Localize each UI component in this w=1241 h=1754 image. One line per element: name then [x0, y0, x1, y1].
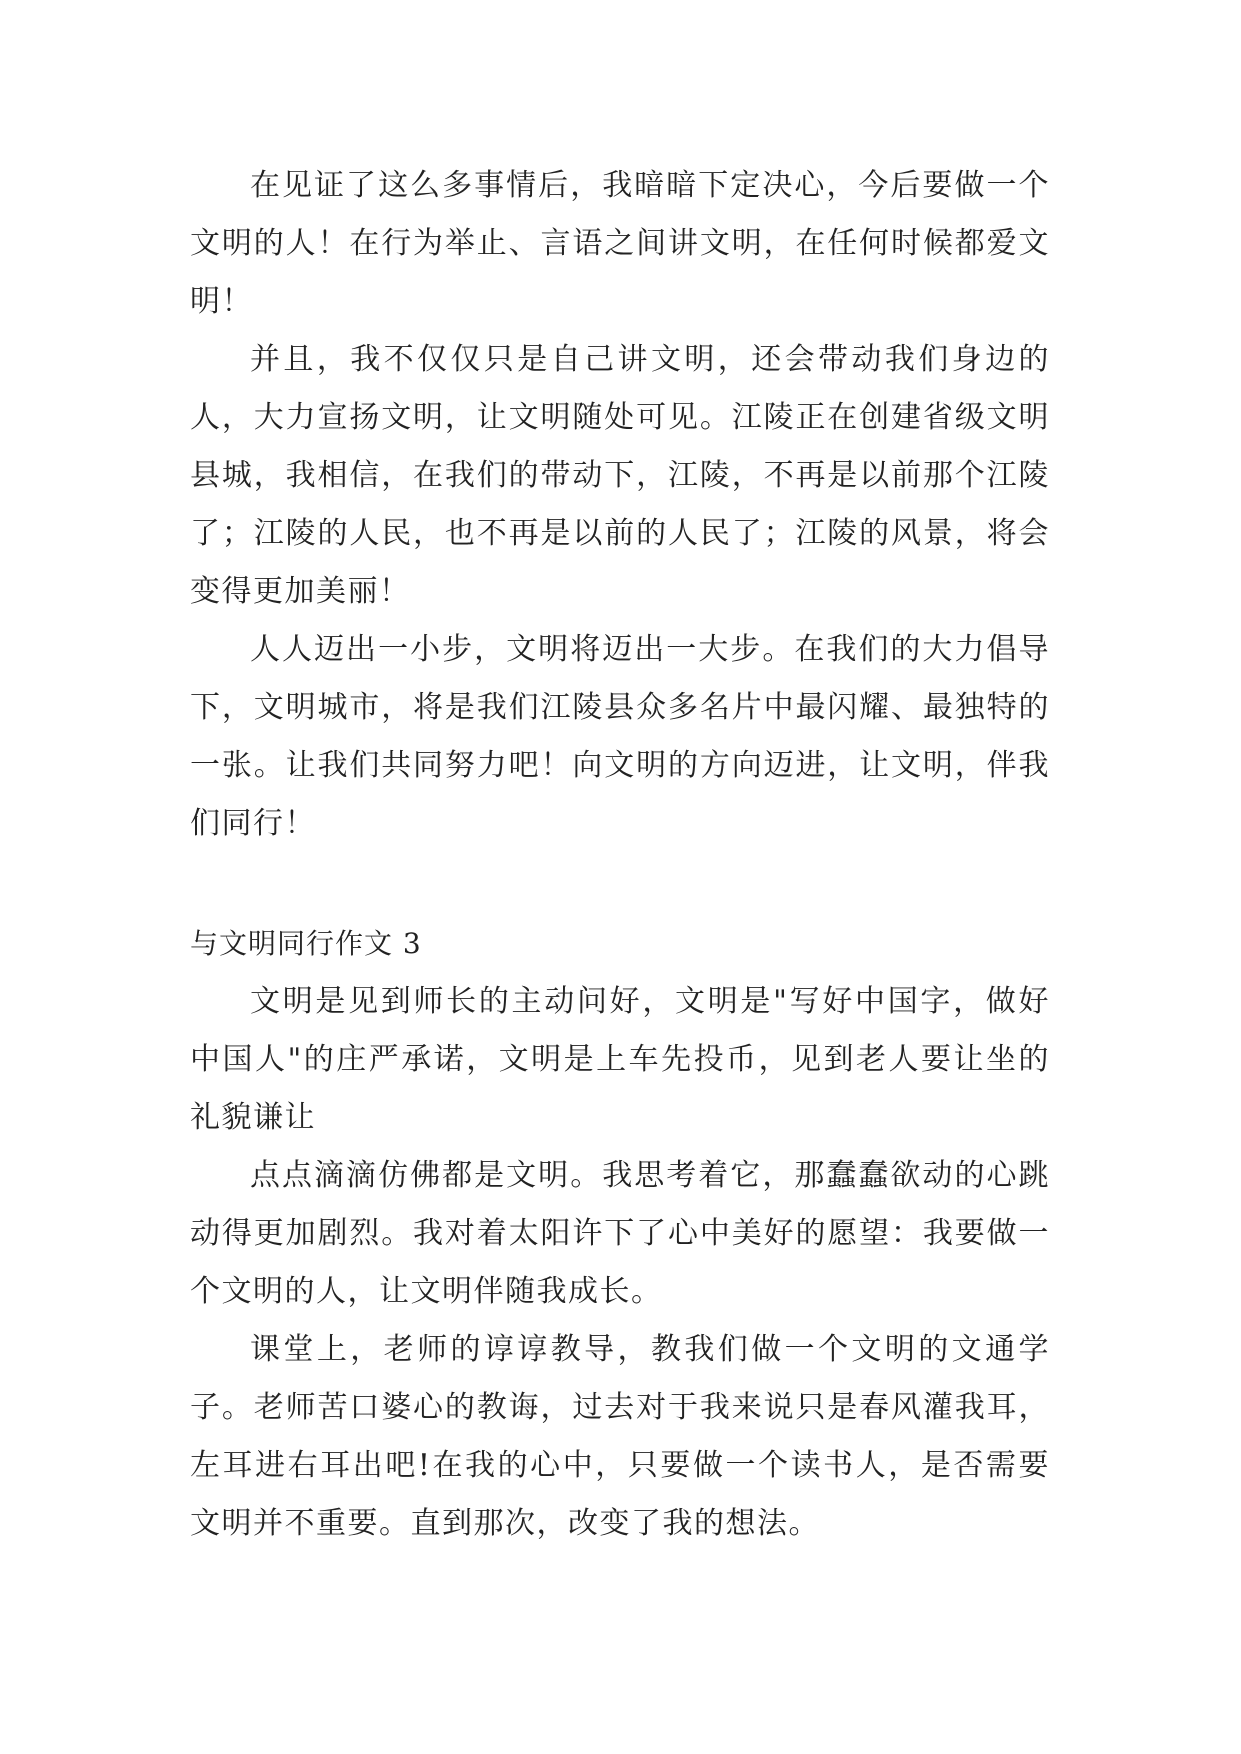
section-heading: 与文明同行作文 3	[190, 927, 422, 960]
paragraph: 文明是见到师长的主动问好，文明是"写好中国字，做好中国人"的庄严承诺，文明是上车先投币，见到老人要让坐的礼貌谦让	[190, 984, 1050, 1135]
paragraph: 课堂上，老师的谆谆教导，教我们做一个文明的文通学子。老师苦口婆心的教诲，过去对于我来说只是春风灌我耳，左耳进右耳出吧!在我的心中，只要做一个读书人，是否需要文明并不重要。直到那次，改变了我的想法。	[190, 1332, 1050, 1541]
paragraph: 并且，我不仅仅只是自己讲文明，还会带动我们身边的人，大力宣扬文明，让文明随处可见。江陵正在创建省级文明县城，我相信，在我们的带动下，江陵，不再是以前那个江陵了；江陵的人民，也不再是以前的人民了；江陵的风景，将会变得更加美丽！	[190, 342, 1050, 609]
essay-section-continued	[190, 157, 1050, 853]
paragraph: 在见证了这么多事情后，我暗暗下定决心，今后要做一个文明的人！在行为举止、言语之间讲文明，在任何时候都爱文明！	[190, 168, 1050, 319]
paragraph: 点点滴滴仿佛都是文明。我思考着它，那蠢蠢欲动的心跳动得更加剧烈。我对着太阳许下了心中美好的愿望：我要做一个文明的人，让文明伴随我成长。	[190, 1158, 1050, 1309]
essay-section-3	[190, 915, 1050, 1553]
paragraph: 人人迈出一小步，文明将迈出一大步。在我们的大力倡导下，文明城市，将是我们江陵县众多名片中最闪耀、最独特的一张。让我们共同努力吧！向文明的方向迈进，让文明，伴我们同行！	[190, 632, 1050, 841]
